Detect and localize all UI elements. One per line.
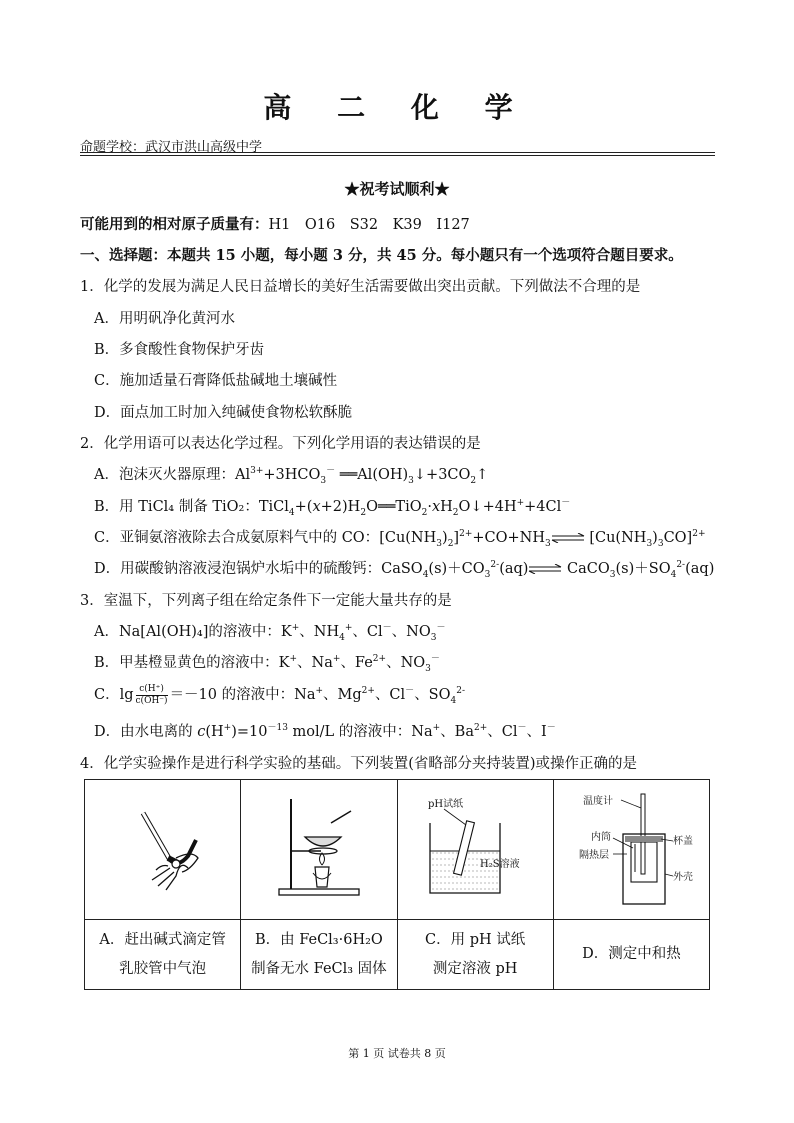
q2-option-b: B．用 TiCl₄ 制备 TiO₂：$TiCl_4+(x+2)H_2O══TiO_2\cdot xH_2O↓+4H^++4Cl^-$ bbox=[94, 498, 571, 518]
q3-option-b: B．甲基橙显黄色的溶液中：K+、Na+、$Fe^{2+}$、$NO_3^-$ bbox=[94, 654, 440, 674]
q1-option-d: D．面点加工时加入纯碱使食物松软酥脆 bbox=[94, 405, 353, 421]
q3-option-d-label: D．由水电离的 bbox=[94, 724, 198, 740]
q3-option-b-label: B．甲基橙显黄色的溶液中： bbox=[94, 655, 279, 671]
thermometer-label: 温度计 bbox=[583, 795, 614, 807]
ph-paper-figure bbox=[410, 793, 540, 903]
q3-option-a: A．Na[Al(OH)₄]的溶液中：K+、$NH_4^+$、Cl－、$NO_3^-$ bbox=[94, 623, 446, 643]
insulation-label: 隔热层 bbox=[579, 849, 610, 861]
experiment-table bbox=[84, 779, 710, 990]
caption-a: A．赶出碱式滴定管 乳胶管中气泡 bbox=[85, 920, 241, 990]
header-rule bbox=[80, 152, 715, 153]
page-title: 高 二 化 学 bbox=[263, 91, 531, 124]
ph-paper-label: pH试纸 bbox=[428, 798, 464, 810]
evaporating-dish-figure bbox=[269, 793, 369, 903]
burette-bubble-figure bbox=[118, 798, 208, 898]
q4-stem: 4．化学实验操作是进行科学实验的基础。下列装置(省略部分夹持装置)或操作正确的是 bbox=[80, 756, 638, 772]
figure-b-cell bbox=[241, 780, 397, 920]
q2-option-d: D．用碳酸钠溶液浸泡锅炉水垢中的硫酸钙：$CaSO_4(s)+CO_3^{2-}(aq)$ $CaCO_3(s)+SO_4^{2-}(aq)$ bbox=[94, 560, 715, 580]
inner-cup-label: 内筒 bbox=[591, 831, 612, 843]
q1-stem: 1．化学的发展为满足人民日益增长的美好生活需要做出突出贡献。下列做法不合理的是 bbox=[80, 279, 641, 295]
log-fraction: $\frac{c(H^+)}{c(OH^-)}$ bbox=[135, 683, 168, 706]
q3-option-c-label: C．lg bbox=[94, 687, 134, 703]
figure-a-cell bbox=[85, 780, 241, 920]
q3-stem: 3．室温下，下列离子组在给定条件下一定能大量共存的是 bbox=[80, 593, 452, 609]
calorimeter-figure bbox=[561, 788, 701, 908]
q2-option-c-label: C．亚铜氨溶液除去合成氨原料气中的 CO： bbox=[94, 530, 380, 546]
good-luck-line: ★祝考试顺利★ bbox=[344, 180, 450, 198]
q2-option-b-label: B．用 TiCl₄ 制备 TiO₂： bbox=[94, 499, 259, 515]
q3-option-c: C．lg $\frac{c(H^+)}{c(OH^-)}$ ＝－10 的溶液中：Na+、$Mg^{2+}$、Cl－、$SO_4^{2-}$ bbox=[94, 683, 466, 706]
page-footer: 第 1 页 试卷共 8 页 bbox=[348, 1047, 446, 1060]
q2-option-d-label: D．用碳酸钠溶液浸泡锅炉水垢中的硫酸钙： bbox=[94, 561, 382, 577]
q1-option-b: B．多食酸性食物保护牙齿 bbox=[94, 342, 265, 358]
school-line: 命题学校：武汉市洪山高级中学 bbox=[80, 140, 263, 155]
figure-d-cell bbox=[553, 780, 709, 920]
q2-option-a: A．泡沫灭火器原理：$Al^{3+}+3HCO_3^-$ $══Al(OH)_3↓+3CO_2↑$ bbox=[94, 466, 489, 486]
atomic-mass-line bbox=[80, 213, 470, 234]
section-heading: 一、选择题：本题共 15 小题，每小题 3 分，共 45 分。每小题只有一个选项符合题目要求。 bbox=[80, 247, 683, 264]
equilibrium-arrow-icon bbox=[551, 533, 585, 543]
q1-option-c: C．施加适量石膏降低盐碱地土壤碱性 bbox=[94, 373, 338, 389]
q1-option-a: A．用明矾净化黄河水 bbox=[94, 311, 235, 327]
caption-b: B．由 FeCl₃·6H₂O 制备无水 FeCl₃ 固体 bbox=[241, 920, 397, 990]
caption-c: C．用 pH 试纸 测定溶液 pH bbox=[397, 920, 553, 990]
figure-c-cell bbox=[397, 780, 553, 920]
atomic-mass-values: H1 O16 S32 K39 I127 bbox=[268, 217, 470, 233]
q2-option-c: C．亚铜氨溶液除去合成氨原料气中的 CO：$[Cu(NH_3)_2]^{2+}+CO+NH_3$ $[Cu(NH_3)_3CO]^{2+}$ bbox=[94, 529, 706, 549]
lid-label: 杯盖 bbox=[673, 835, 694, 847]
shell-label: 外壳 bbox=[673, 871, 694, 883]
header-rule-thin bbox=[80, 155, 715, 156]
caption-d: D．测定中和热 bbox=[553, 920, 709, 990]
atomic-mass-label: 可能用到的相对原子质量有： bbox=[80, 216, 269, 233]
h2s-solution-label: H₂S溶液 bbox=[480, 858, 520, 870]
q3-option-a-label: A．Na[Al(OH)₄]的溶液中： bbox=[94, 624, 281, 640]
q3-option-d: D．由水电离的 $c(H^+)=10^{-13}$ mol/L 的溶液中：Na+、$Ba^{2+}$、Cl－、I－ bbox=[94, 723, 556, 740]
q2-option-a-label: A．泡沫灭火器原理： bbox=[94, 467, 235, 483]
q2-stem: 2．化学用语可以表达化学过程。下列化学用语的表达错误的是 bbox=[80, 436, 481, 452]
equilibrium-arrow-icon bbox=[528, 564, 562, 574]
